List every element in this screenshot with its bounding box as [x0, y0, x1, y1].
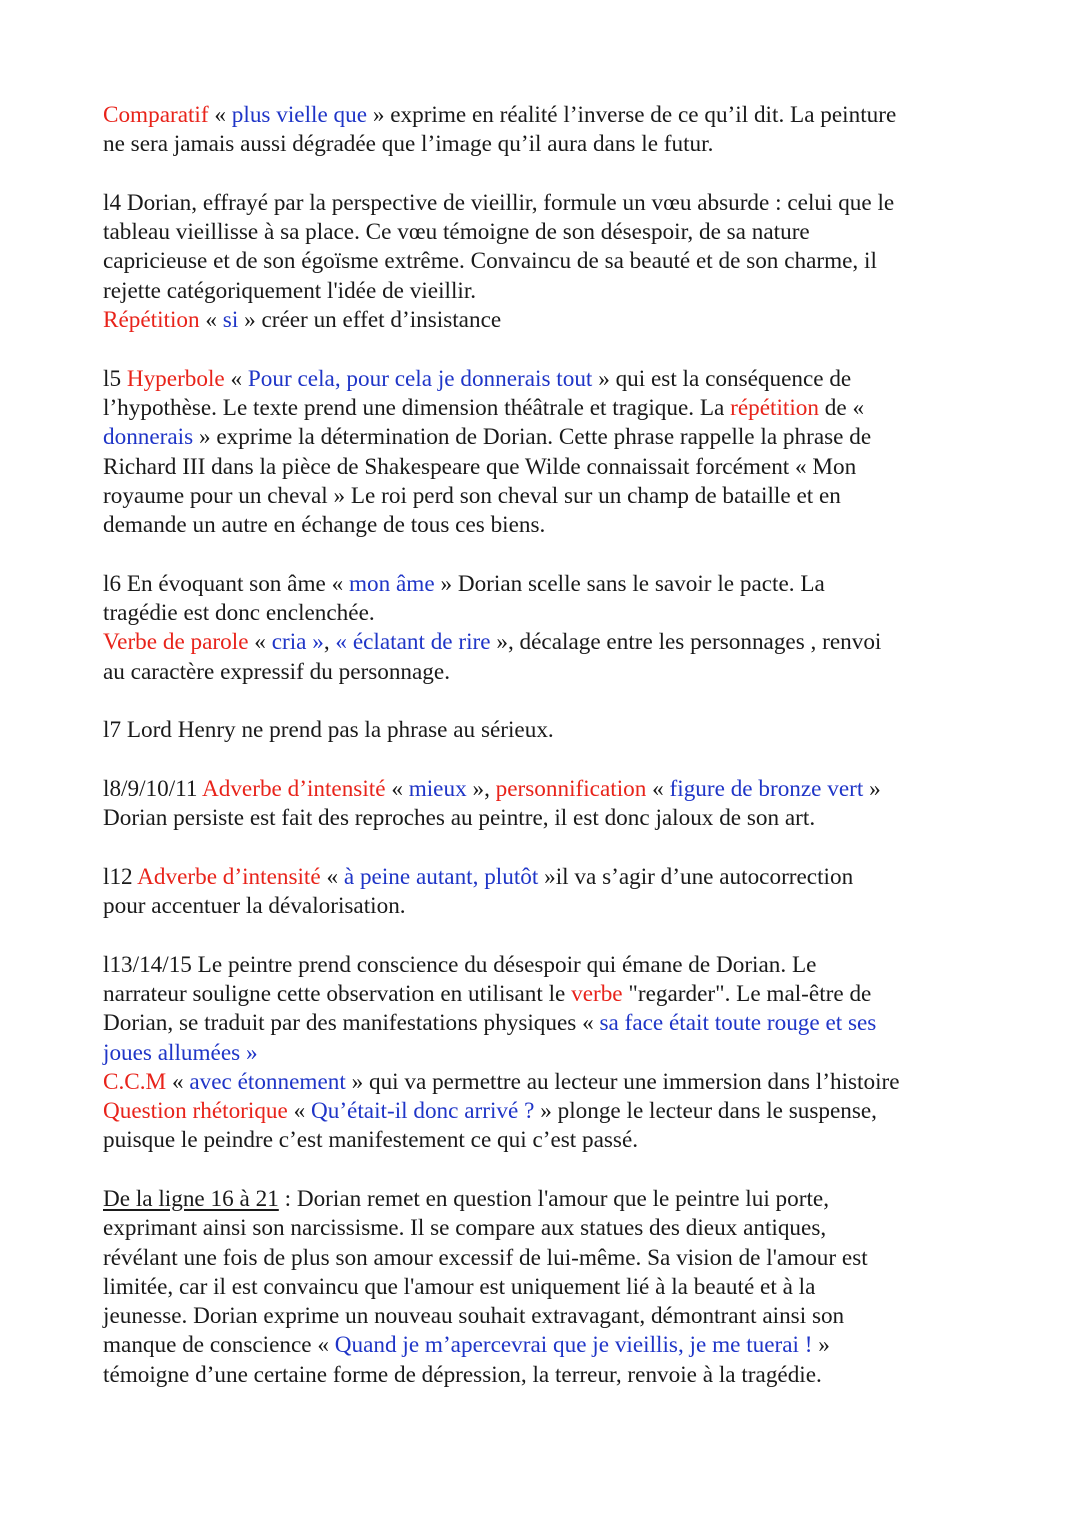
paragraph-p8: [103, 951, 1003, 1156]
text-line: [103, 1039, 1003, 1068]
text-line: [103, 423, 1003, 452]
text-line: [103, 804, 1003, 833]
text-run: Richard III dans la pièce de Shakespeare que Wilde connaissait forcément « Mon: [103, 453, 857, 480]
text-run: pour accentuer la dévalorisation.: [103, 893, 406, 920]
text-run: «: [208, 102, 232, 128]
text-run: : Dorian remet en question l'amour que le peintre lui porte,: [278, 1185, 830, 1212]
text-line: [103, 277, 1003, 306]
paragraph-gap: [103, 687, 1003, 716]
text-run: capricieuse et de son égoïsme extrême. Convaincu de sa beauté et de son charme, il: [103, 248, 877, 275]
text-run: l8/9/10/11: [103, 775, 202, 802]
text-run: révélant une fois de plus son amour excessif de lui-même. Sa vision de l'amour est: [103, 1244, 868, 1271]
text-run: » qui est la conséquence de: [592, 365, 852, 392]
text-run: «: [224, 365, 248, 392]
text-run: »,: [466, 775, 496, 802]
text-line: [103, 1214, 1003, 1243]
text-run: »il va s’agir d’une autocorrection: [538, 863, 854, 890]
paragraph-p6: [103, 775, 1003, 834]
text-run: «: [166, 1068, 190, 1095]
paragraph-gap: [103, 833, 1003, 862]
paragraph-p3: [103, 365, 1003, 541]
quoted-text: à peine autant, plutôt: [343, 863, 539, 890]
paragraph-p4: [103, 570, 1003, 687]
text-line: [103, 130, 1003, 159]
text-line: [103, 716, 1003, 745]
text-run: l12: [103, 863, 138, 890]
text-run: "regarder". Le mal-être de: [622, 980, 872, 1007]
text-run: «: [320, 863, 344, 890]
text-line: [103, 599, 1003, 628]
paragraph-p7: [103, 863, 1003, 922]
paragraph-p5: [103, 716, 1003, 745]
text-run: l7 Lord Henry ne prend pas la phrase au sérieux.: [103, 717, 554, 744]
text-run: «: [287, 1098, 311, 1125]
quoted-text: « éclatant de rire: [335, 629, 491, 656]
figure-term: Adverbe d’intensité: [202, 775, 386, 802]
text-line: [103, 1331, 1003, 1360]
text-run: de «: [818, 394, 865, 421]
text-run: l5: [103, 365, 127, 392]
text-run: », décalage entre les personnages , renvoi: [490, 629, 882, 656]
text-run: » qui va permettre au lecteur une immersion dans l’histoire: [345, 1068, 900, 1095]
quoted-text: plus vielle que: [231, 102, 368, 128]
figure-term: Adverbe d’intensité: [137, 863, 321, 890]
paragraph-gap: [103, 921, 1003, 950]
figure-term: Verbe de parole: [103, 629, 249, 656]
text-run: manque de conscience «: [103, 1332, 335, 1359]
text-line: [103, 306, 1003, 335]
text-line: [103, 1244, 1003, 1273]
text-line: [103, 951, 1003, 980]
text-line: [103, 1097, 1003, 1126]
figure-term: Question rhétorique: [103, 1098, 288, 1125]
figure-term: personnification: [495, 775, 647, 802]
quoted-text: Qu’était-il donc arrivé ?: [311, 1098, 535, 1125]
text-run: narrateur souligne cette observation en utilisant le: [103, 980, 572, 1007]
text-line: [103, 218, 1003, 247]
text-run: » exprime la détermination de Dorian. Cette phrase rappelle la phrase de: [193, 424, 872, 451]
quoted-text: Quand je m’apercevrai que je vieillis, je me tuerai !: [334, 1332, 813, 1359]
text-line: [103, 570, 1003, 599]
text-line: [103, 482, 1003, 511]
paragraph-gap: [103, 335, 1003, 364]
text-run: »: [863, 775, 881, 802]
text-run: tableau vieillisse à sa place. Ce vœu témoigne de son désespoir, de sa nature: [103, 219, 810, 246]
text-run: ne sera jamais aussi dégradée que l’image qu’il aura dans le futur.: [103, 131, 714, 158]
text-line: [103, 1273, 1003, 1302]
document-page: [103, 101, 1003, 1390]
text-run: jeunesse. Dorian exprime un nouveau souhait extravagant, démontrant ainsi son: [103, 1303, 845, 1330]
figure-term: C.C.M: [103, 1068, 167, 1095]
text-line: [103, 1302, 1003, 1331]
text-line: [103, 365, 1003, 394]
figure-term: Hyperbole: [126, 365, 225, 392]
text-run: témoigne d’une certaine forme de dépression, la terreur, renvoie à la tragédie.: [103, 1361, 822, 1388]
text-line: [103, 1009, 1003, 1038]
figure-term: Répétition: [103, 307, 200, 334]
text-line: [103, 863, 1003, 892]
text-run: » exprime en réalité l’inverse de ce qu’il dit. La peinture: [367, 102, 897, 128]
text-run: Dorian, se traduit par des manifestations physiques «: [103, 1010, 600, 1037]
text-run: » Dorian scelle sans le savoir le pacte. La: [434, 570, 825, 597]
text-run: limitée, car il est convaincu que l'amour est uniquement lié à la beauté et à la: [103, 1273, 816, 1300]
figure-term: Comparatif: [103, 102, 209, 128]
text-run: »: [812, 1332, 830, 1359]
quoted-text: joues allumées »: [103, 1039, 258, 1066]
quoted-text: si: [222, 307, 239, 334]
text-run: l4 Dorian, effrayé par la perspective de vieillir, formule un vœu absurde : celui que le: [103, 189, 895, 216]
text-line: [103, 892, 1003, 921]
text-run: » plonge le lecteur dans le suspense,: [534, 1098, 877, 1125]
paragraph-p9: [103, 1185, 1003, 1390]
text-run: rejette catégoriquement l'idée de vieillir.: [103, 277, 477, 304]
quoted-text: mieux: [408, 775, 467, 802]
text-line: [103, 775, 1003, 804]
text-run: «: [248, 629, 272, 656]
text-run: ,: [323, 629, 336, 656]
quoted-text: sa face était toute rouge et ses: [599, 1010, 877, 1037]
text-line: [103, 511, 1003, 540]
paragraph-gap: [103, 1156, 1003, 1185]
figure-term: répétition: [730, 394, 819, 421]
paragraph-p1: [103, 101, 1003, 160]
text-line: [103, 628, 1003, 657]
text-run: «: [646, 775, 670, 802]
text-line: [103, 189, 1003, 218]
section-heading: De la ligne 16 à 21: [103, 1185, 279, 1212]
text-line: [103, 101, 1003, 130]
text-run: l6 En évoquant son âme «: [103, 570, 349, 597]
text-run: puisque le peindre c’est manifestement ce qui c’est passé.: [103, 1127, 639, 1154]
paragraph-p2: [103, 189, 1003, 335]
text-line: [103, 1361, 1003, 1390]
text-line: [103, 1185, 1003, 1214]
text-run: exprimant ainsi son narcissisme. Il se compare aux statues des dieux antiques,: [103, 1215, 827, 1242]
text-run: au caractère expressif du personnage.: [103, 658, 450, 685]
quoted-text: donnerais: [103, 424, 194, 451]
text-line: [103, 980, 1003, 1009]
quoted-text: Pour cela, pour cela je donnerais tout: [247, 365, 593, 392]
quoted-text: figure de bronze vert: [669, 775, 864, 802]
quoted-text: mon âme: [349, 570, 435, 597]
quoted-text: avec étonnement: [189, 1068, 346, 1095]
text-run: royaume pour un cheval » Le roi perd son cheval sur un champ de bataille et en: [103, 482, 841, 509]
quoted-text: cria »: [271, 629, 324, 656]
paragraph-gap: [103, 160, 1003, 189]
text-run: Dorian persiste est fait des reproches au peintre, il est donc jaloux de son art.: [103, 805, 816, 832]
paragraph-gap: [103, 746, 1003, 775]
text-line: [103, 658, 1003, 687]
text-run: «: [199, 307, 223, 334]
paragraph-gap: [103, 540, 1003, 569]
text-run: » créer un effet d’insistance: [238, 307, 502, 334]
text-line: [103, 394, 1003, 423]
text-run: l’hypothèse. Le texte prend une dimension théâtrale et tragique. La: [103, 394, 731, 421]
text-run: «: [385, 775, 409, 802]
figure-term: verbe: [571, 980, 623, 1007]
text-line: [103, 247, 1003, 276]
text-run: demande un autre en échange de tous ces biens.: [103, 512, 546, 539]
text-line: [103, 1126, 1003, 1155]
text-line: [103, 453, 1003, 482]
text-run: tragédie est donc enclenchée.: [103, 600, 375, 627]
text-line: [103, 1068, 1003, 1097]
text-run: l13/14/15 Le peintre prend conscience du désespoir qui émane de Dorian. Le: [103, 951, 817, 978]
